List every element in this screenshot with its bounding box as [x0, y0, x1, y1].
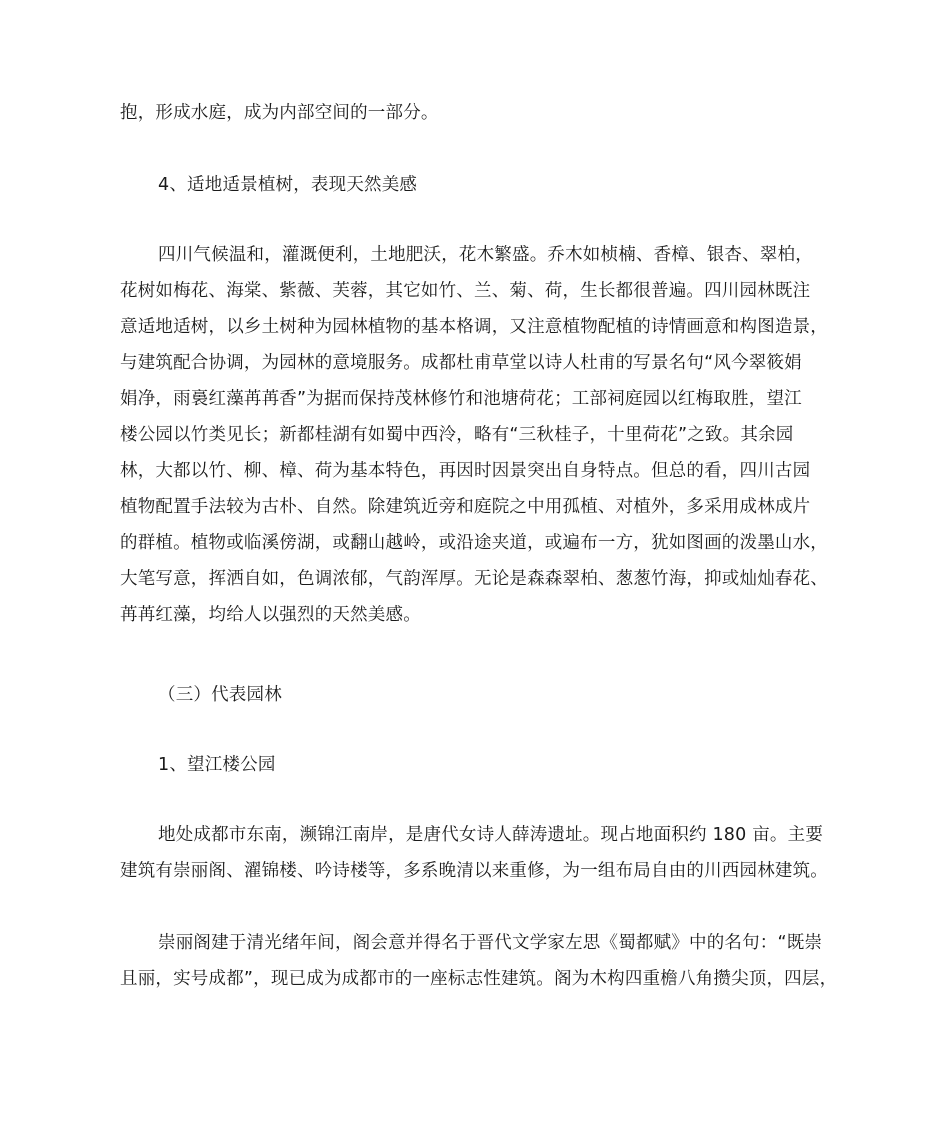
subsection-heading: 1、望江楼公园 [158, 755, 276, 775]
section-heading: 4、适地适景植树，表现天然美感 [158, 175, 418, 195]
text-line: 楼公园以竹类见长；新都桂湖有如蜀中西泠，略有“三秋桂子，十里荷花”之致。其余园 [120, 425, 794, 445]
text-line: 大笔写意，挥洒自如，色调浓郁，气韵浑厚。无论是森森翠柏、葱葱竹海，抑或灿灿春花、 [120, 569, 828, 589]
text-line: 植物配置手法较为古朴、自然。除建筑近旁和庭院之中用孤植、对植外，多采用成林成片 [120, 497, 811, 517]
text-line: 苒苒红藻，均给人以强烈的天然美感。 [120, 605, 421, 625]
text-line: 意适地适树，以乡土树种为园林植物的基本格调，又注意植物配植的诗情画意和构图造景， [120, 317, 828, 337]
text-line: 林，大都以竹、柳、樟、荷为基本特色，再因时因景突出自身特点。但总的看，四川古园 [120, 461, 811, 481]
text-line: 且丽，实号成都”，现已成为成都市的一座标志性建筑。阁为木构四重檐八角攒尖顶，四层， [120, 969, 838, 989]
text-line: 抱，形成水庭，成为内部空间的一部分。 [120, 103, 439, 123]
text-line: 娟净，雨裛红藻苒苒香”为据而保持茂林修竹和池塘荷花；工部祠庭园以红梅取胜，望江 [120, 389, 802, 409]
text-line: 的群植。植物或临溪傍湖，或翻山越岭，或沿途夹道，或遍布一方，犹如图画的泼墨山水， [120, 533, 828, 553]
section-heading: （三）代表园林 [158, 685, 282, 705]
paragraph-first-line: 四川气候温和，灌溉便利，土地肥沃，花木繁盛。乔木如桢楠、香樟、银杏、翠柏， [158, 245, 813, 265]
text-line: 与建筑配合协调，为园林的意境服务。成都杜甫草堂以诗人杜甫的写景名句“风今翠筱娟 [120, 353, 802, 373]
paragraph-first-line: 崇丽阁建于清光绪年间，阁会意并得名于晋代文学家左思《蜀都赋》中的名句：“既崇 [158, 933, 823, 953]
text-line: 花树如梅花、海棠、紫薇、芙蓉，其它如竹、兰、菊、荷，生长都很普遍。四川园林既注 [120, 281, 811, 301]
text-line: 建筑有崇丽阁、濯锦楼、吟诗楼等，多系晚清以来重修，为一组布局自由的川西园林建筑。 [120, 861, 828, 881]
paragraph-first-line: 地处成都市东南，濒锦江南岸，是唐代女诗人薛涛遗址。现占地面积约 180 亩。主要 [158, 825, 824, 845]
